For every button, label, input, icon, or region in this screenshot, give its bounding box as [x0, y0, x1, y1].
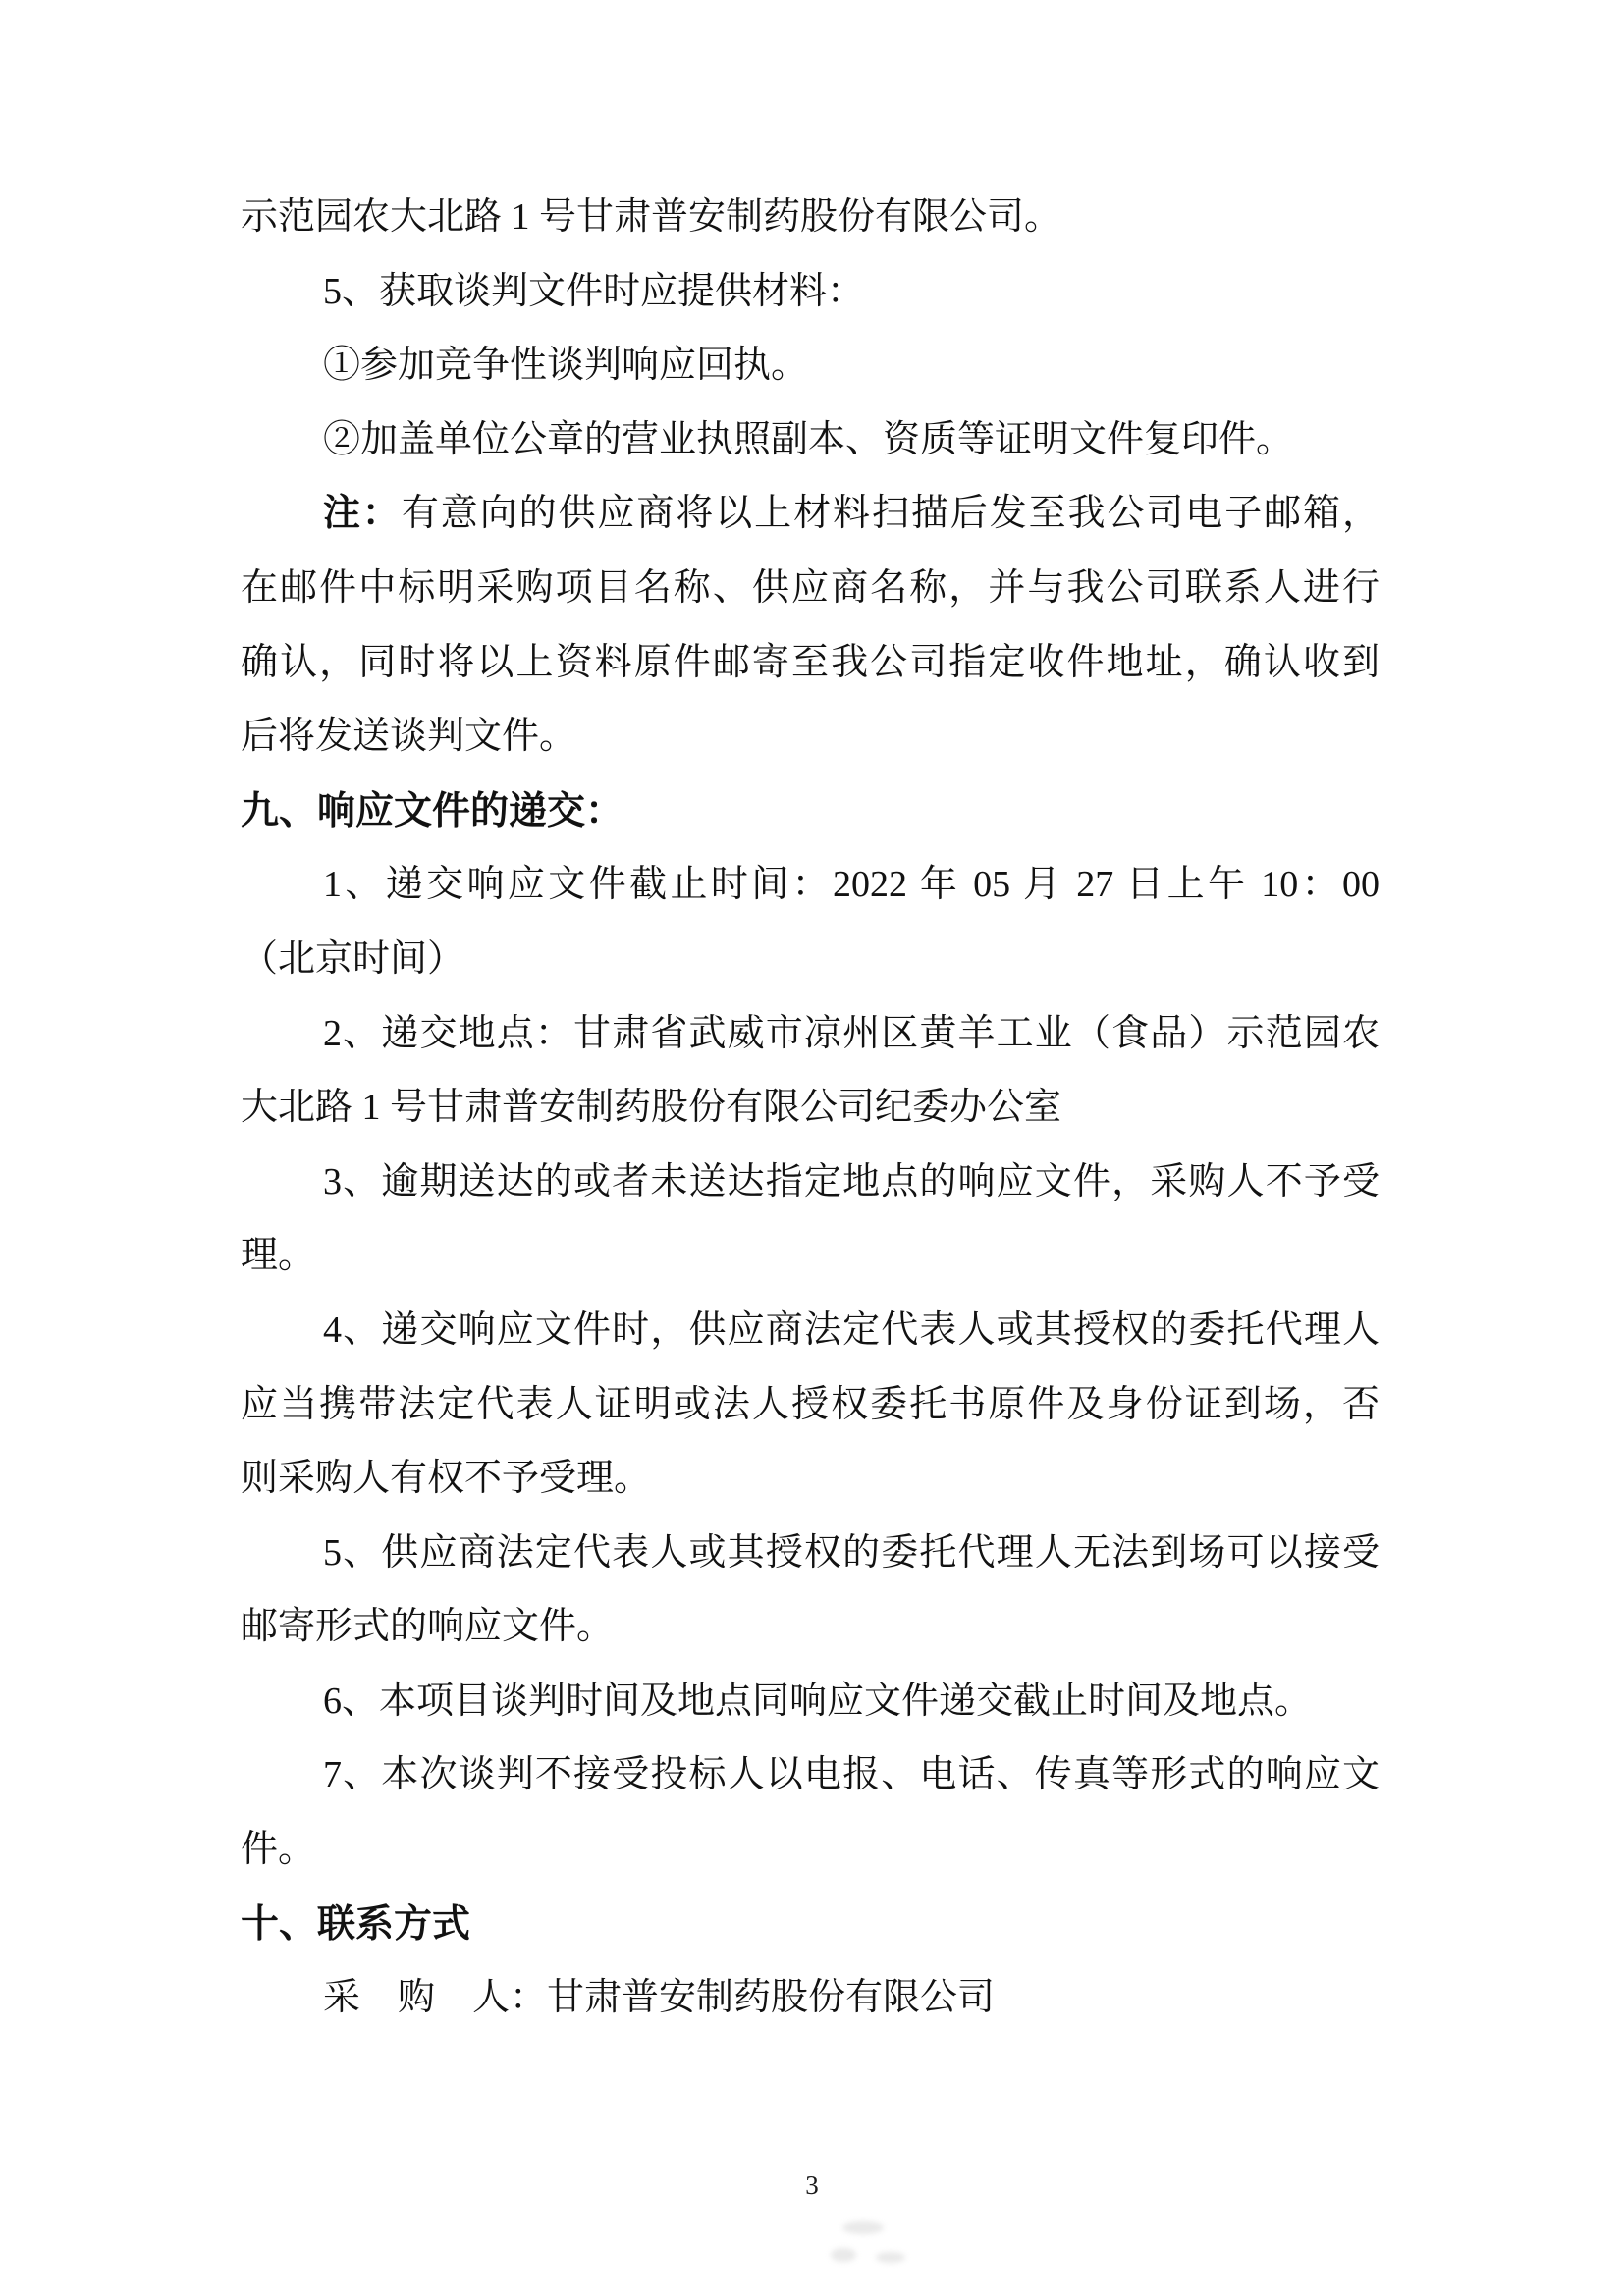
text-line: ①参加竞争性谈判响应回执。 [323, 345, 809, 387]
page-number: 3 [805, 2170, 819, 2200]
text-line: ②加盖单位公章的营业执照副本、资质等证明文件复印件。 [323, 418, 1294, 460]
section-heading: 九、响应文件的递交： [241, 789, 624, 832]
text-line: 确认，同时将以上资料原件邮寄至我公司指定收件地址，确认收到 [241, 641, 1380, 683]
text-line: 7、本次谈判不接受投标人以电报、电话、传真等形式的响应文 [323, 1754, 1380, 1796]
note-label: 注： [323, 493, 402, 535]
text-line: 应当携带法定代表人证明或法人授权委托书原件及身份证到场，否 [241, 1383, 1380, 1425]
text-line: （北京时间） [241, 937, 465, 980]
text-line: 理。 [241, 1235, 316, 1277]
text-line: 1、递交响应文件截止时间：2022 年 05 月 27 日上午 10：00 [323, 864, 1380, 906]
text-line: 大北路 1 号甘肃普安制药股份有限公司纪委办公室 [241, 1087, 1062, 1129]
scan-artifact [842, 2221, 884, 2234]
document-body [241, 181, 1380, 2036]
text-line: 则采购人有权不予受理。 [241, 1458, 652, 1500]
text-line: 邮寄形式的响应文件。 [241, 1606, 615, 1648]
note-text: 有意向的供应商将以上材料扫描后发至我公司电子邮箱， [401, 493, 1380, 535]
text-line: 3、逾期送达的或者未送达指定地点的响应文件，采购人不予受 [323, 1160, 1380, 1202]
text-line: 6、本项目谈判时间及地点同响应文件递交截止时间及地点。 [323, 1680, 1313, 1722]
text-line: 示范园农大北路 1 号甘肃普安制药股份有限公司。 [241, 196, 1062, 238]
text-line: 件。 [241, 1829, 316, 1871]
text-line [241, 477, 1380, 552]
text-line: 在邮件中标明采购项目名称、供应商名称，并与我公司联系人进行 [241, 566, 1380, 609]
text-line: 后将发送谈判文件。 [241, 716, 577, 758]
text-line: 4、递交响应文件时，供应商法定代表人或其授权的委托代理人 [323, 1308, 1380, 1351]
text-line: 5、获取谈判文件时应提供材料： [323, 270, 865, 312]
text-line: 采 购 人：甘肃普安制药股份有限公司 [323, 1977, 996, 2019]
section-heading: 十、联系方式 [241, 1902, 471, 1946]
text-line: 5、供应商法定代表人或其授权的委托代理人无法到场可以接受 [323, 1531, 1380, 1574]
scan-artifact [831, 2248, 856, 2262]
text-line: 2、递交地点：甘肃省武威市凉州区黄羊工业（食品）示范园农 [323, 1012, 1380, 1054]
scan-artifact [876, 2252, 905, 2263]
